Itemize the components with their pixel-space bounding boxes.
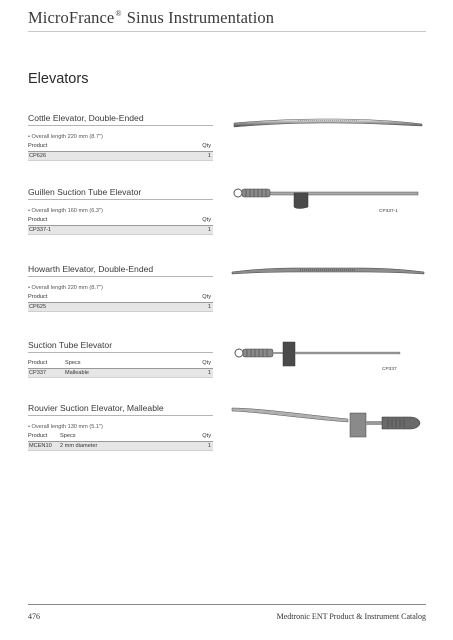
table-row: [28, 151, 213, 160]
product-table: [28, 214, 213, 235]
column-header-product: Product: [28, 432, 48, 439]
cell-qty: 1: [170, 368, 213, 377]
cottle-elevator-image: [228, 110, 428, 140]
product-spec-bullet: • Overall length 160 mm (6.3"): [28, 208, 103, 214]
column-header-specs: Specs: [60, 432, 76, 439]
header-divider: [28, 31, 426, 32]
cell-qty: 1: [158, 225, 213, 234]
table-header-row: [28, 430, 213, 441]
product-table: [28, 430, 213, 451]
product-title: Guillen Suction Tube Elevator: [28, 187, 142, 197]
image-caption: CP337-1: [379, 209, 398, 214]
product-spec-bullet: • Overall length 130 mm (5.1"): [28, 424, 103, 430]
table-header-row: [28, 291, 213, 302]
cell-qty: 1: [180, 441, 213, 450]
table-row: [28, 368, 213, 377]
column-header-qty: Qty: [202, 293, 211, 300]
column-header-product: Product: [28, 293, 48, 300]
product-title: Cottle Elevator, Double-Ended: [28, 113, 144, 123]
column-header-product: Product: [28, 216, 48, 223]
page-number: 476: [28, 612, 40, 621]
column-header-qty: Qty: [202, 142, 211, 149]
suction-tube-elevator-image: [228, 336, 428, 376]
product-cottle-elevator: [28, 113, 213, 161]
column-header-qty: Qty: [202, 359, 211, 366]
cell-product: CP337-1: [28, 225, 158, 234]
image-caption: CP337: [382, 367, 397, 372]
column-header-qty: Qty: [202, 432, 211, 439]
product-title: Howarth Elevator, Double-Ended: [28, 264, 154, 274]
cell-product: CP337: [28, 368, 65, 377]
column-header-specs: Specs: [65, 359, 81, 366]
cell-product: CP626: [28, 151, 151, 160]
cell-product: CP625: [28, 302, 151, 311]
product-spec-bullet: • Overall length 220 mm (8.7"): [28, 134, 103, 140]
table-row: [28, 302, 213, 311]
column-header-product: Product: [28, 142, 48, 149]
table-row: [28, 441, 213, 450]
product-title-rule: [28, 352, 213, 353]
product-title-rule: [28, 276, 213, 277]
product-title-rule: [28, 125, 213, 126]
product-spec-bullet: • Overall length 220 mm (8.7"): [28, 285, 103, 291]
cell-specs: Malleable: [65, 368, 170, 377]
page-header-title: [28, 8, 274, 28]
brand-name: MicroFrance: [28, 8, 115, 27]
rouvier-elevator-image: [228, 393, 428, 443]
product-suction-tube-elevator: [28, 340, 213, 378]
howarth-elevator-image: [228, 261, 428, 281]
product-table: [28, 140, 213, 161]
product-howarth-elevator: [28, 264, 213, 312]
product-rouvier-elevator: [28, 403, 213, 451]
product-guillen-elevator: [28, 187, 213, 235]
product-title-rule: [28, 199, 213, 200]
product-table: [28, 357, 213, 378]
table-header-row: [28, 214, 213, 225]
cell-qty: 1: [151, 302, 213, 311]
cell-qty: 1: [151, 151, 213, 160]
product-title: Suction Tube Elevator: [28, 340, 113, 350]
table-header-row: [28, 357, 213, 368]
guillen-elevator-image: [228, 181, 428, 221]
product-table: [28, 291, 213, 312]
cell-product: MCEN10: [28, 441, 60, 450]
table-row: [28, 225, 213, 234]
column-header-qty: Qty: [202, 216, 211, 223]
registered-mark: ®: [115, 9, 122, 18]
cell-specs: 2 mm diameter: [60, 441, 180, 450]
table-header-row: [28, 140, 213, 151]
product-title-rule: [28, 415, 213, 416]
column-header-product: Product: [28, 359, 48, 366]
catalog-title: Medtronic ENT Product & Instrument Catalog: [276, 612, 426, 621]
footer-divider: [28, 604, 426, 605]
section-heading: Elevators: [28, 71, 89, 87]
header-title-rest: Sinus Instrumentation: [122, 8, 275, 27]
product-title: Rouvier Suction Elevator, Malleable: [28, 403, 164, 413]
